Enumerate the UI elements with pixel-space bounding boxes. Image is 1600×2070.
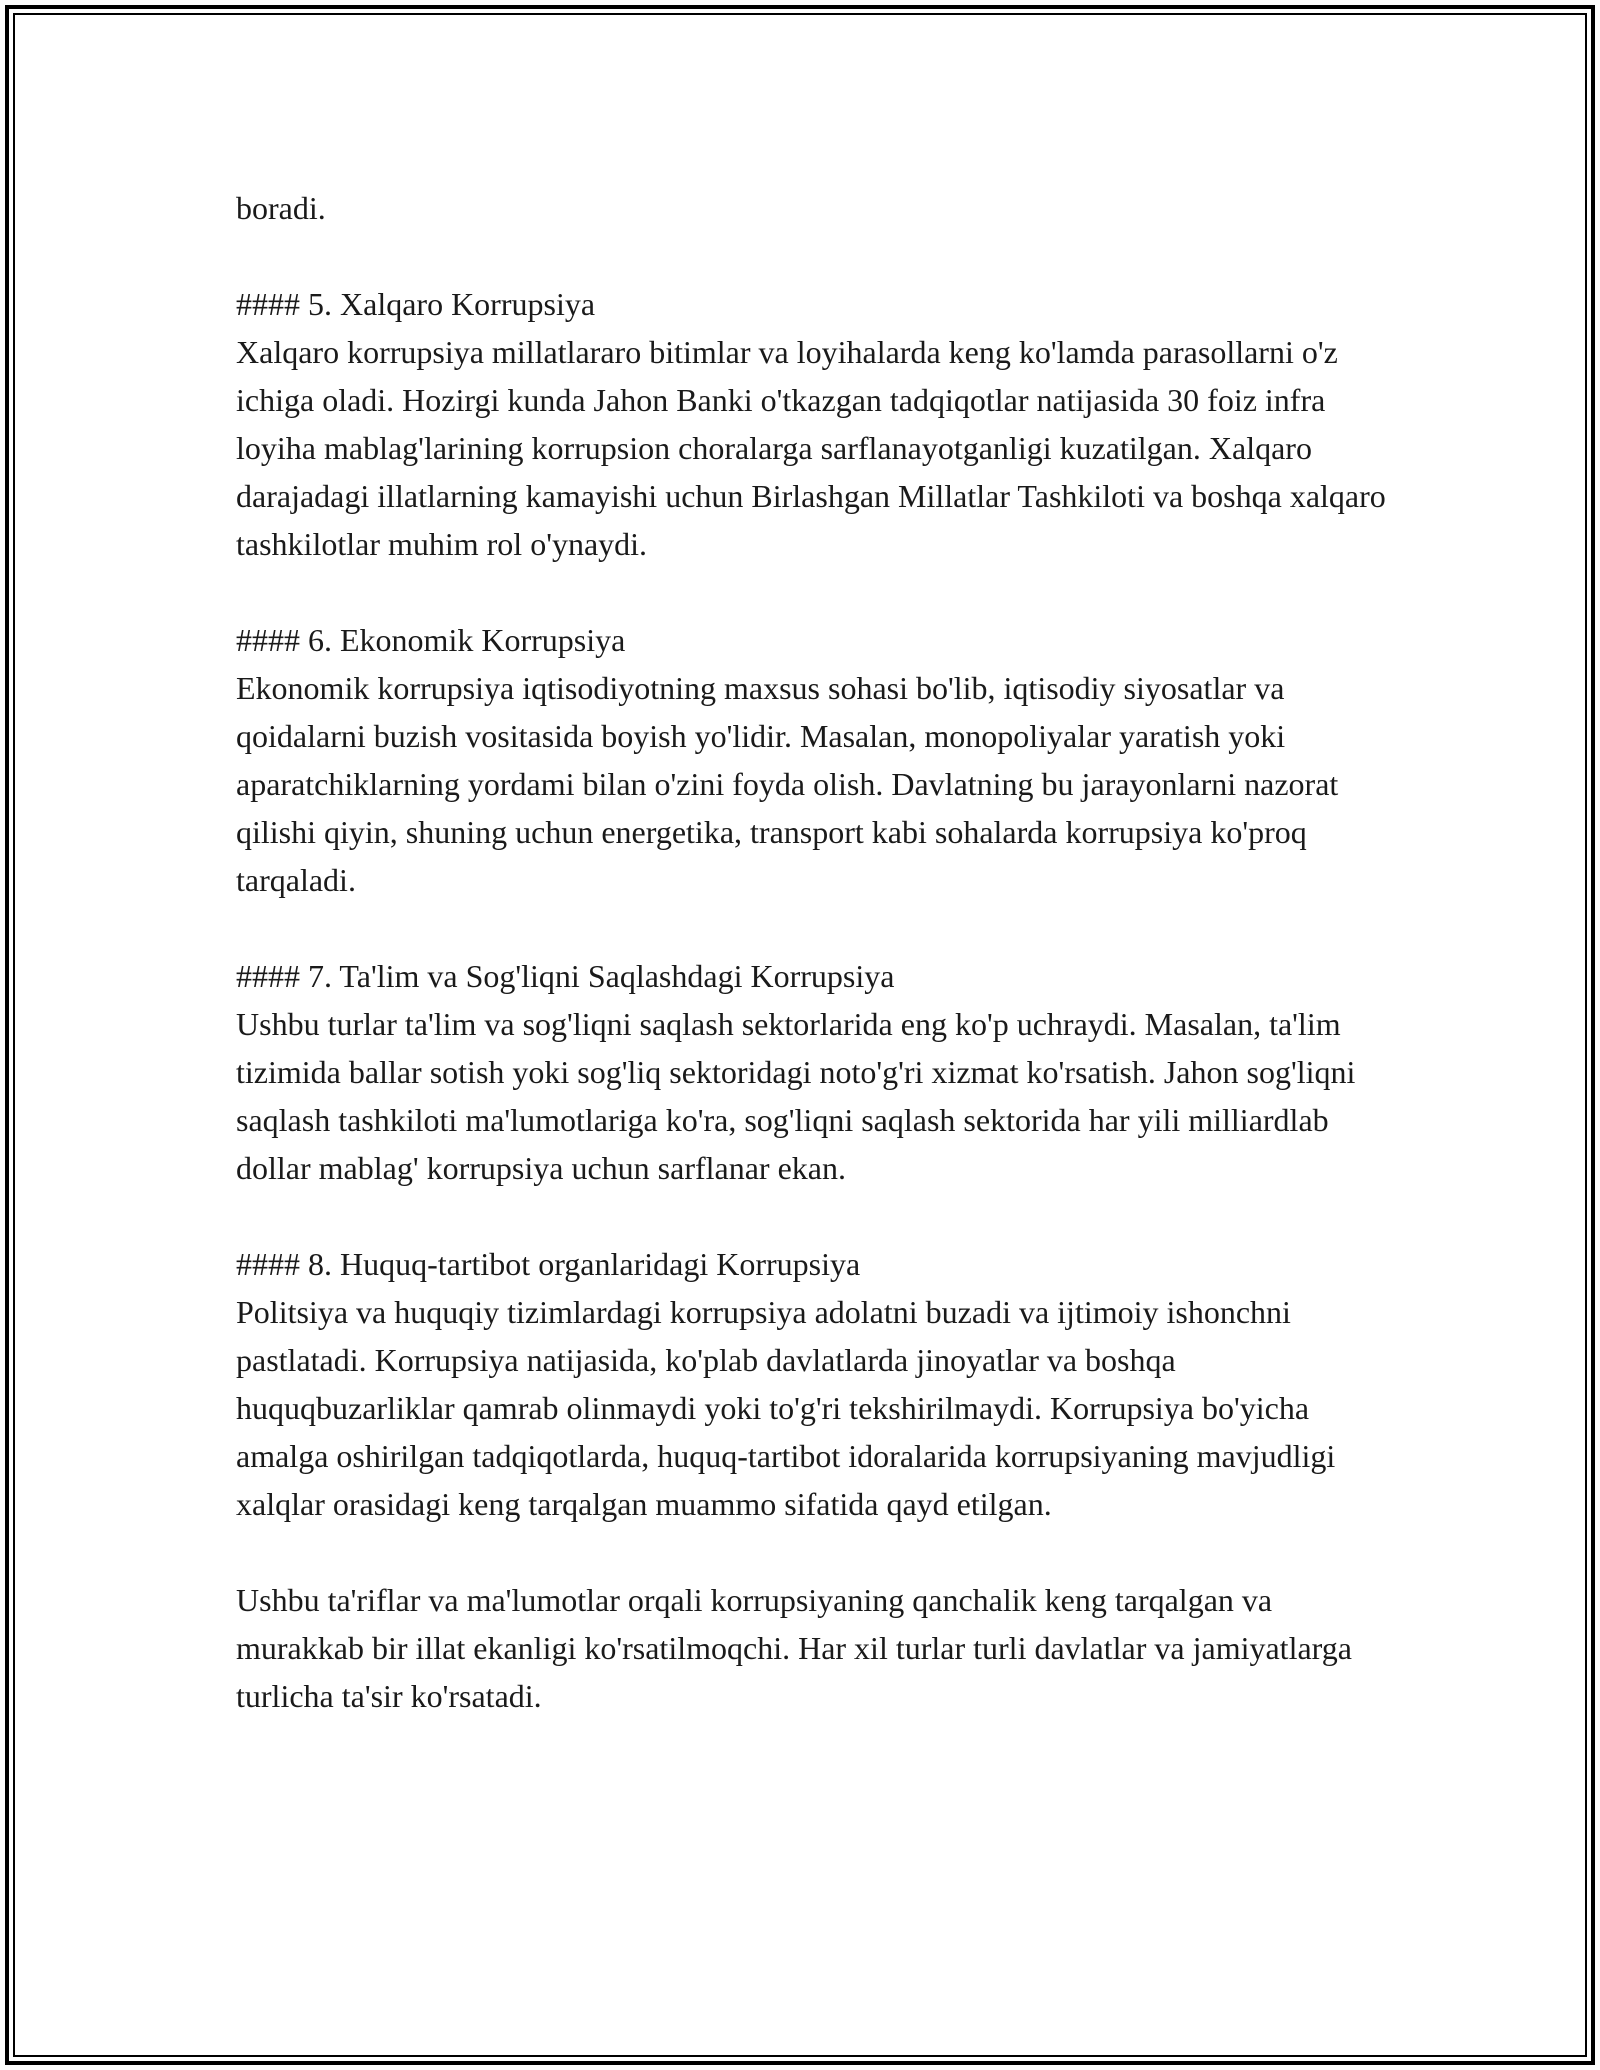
paragraph-spacer	[236, 904, 1386, 952]
paragraph-spacer	[236, 568, 1386, 616]
section-body-7: Ushbu turlar ta'lim va sog'liqni saqlash sektorlarida eng ko'p uchraydi. Masalan, ta'lim tizimida ballar sotish yoki sog'liq sektoridagi noto'g'ri xizmat ko'rsatish. Jahon sog'liqni saqlash tashkiloti ma'lumotlariga ko'ra, sog'liqni saqlash sektorida har yili milliardlab dollar mablag' korrupsiya uchun sarflanar ekan.	[236, 1006, 1356, 1186]
opening-fragment: boradi.	[236, 190, 326, 226]
section-body-6: Ekonomik korrupsiya iqtisodiyotning maxsus sohasi bo'lib, iqtisodiy siyosatlar va qoidalarni buzish vositasida boyish yo'lidir. Masalan, monopoliyalar yaratish yoki aparatchiklarning yordami bilan o'zini foyda olish. Davlatning bu jarayonlarni nazorat qilishi qiyin, shuning uchun energetika, transport kabi sohalarda korrupsiya ko'proq tarqaladi.	[236, 670, 1339, 898]
section-heading-5: #### 5. Xalqaro Korrupsiya	[236, 286, 596, 322]
document-body	[236, 184, 1386, 1720]
section-heading-8: #### 8. Huquq-tartibot organlaridagi Korrupsiya	[236, 1246, 861, 1282]
paragraph-spacer	[236, 1528, 1386, 1576]
paragraph-spacer	[236, 1192, 1386, 1240]
section-body-8: Politsiya va huquqiy tizimlardagi korrupsiya adolatni buzadi va ijtimoiy ishonchni pastlatadi. Korrupsiya natijasida, ko'plab davlatlarda jinoyatlar va boshqa huquqbuzarliklar qamrab olinmaydi yoki to'g'ri tekshirilmaydi. Korrupsiya bo'yicha amalga oshirilgan tadqiqotlarda, huquq-tartibot idoralarida korrupsiyaning mavjudligi xalqlar orasidagi keng tarqalgan muammo sifatida qayd etilgan.	[236, 1294, 1336, 1522]
paragraph-spacer	[236, 232, 1386, 280]
section-heading-6: #### 6. Ekonomik Korrupsiya	[236, 622, 626, 658]
section-heading-7: #### 7. Ta'lim va Sog'liqni Saqlashdagi Korrupsiya	[236, 958, 895, 994]
conclusion-paragraph: Ushbu ta'riflar va ma'lumotlar orqali korrupsiyaning qanchalik keng tarqalgan va murakkab bir illat ekanligi ko'rsatilmoqchi. Har xil turlar turli davlatlar va jamiyatlarga turlicha ta'sir ko'rsatadi.	[236, 1582, 1352, 1714]
section-body-5: Xalqaro korrupsiya millatlararo bitimlar va loyihalarda keng ko'lamda parasollarni o'z ichiga oladi. Hozirgi kunda Jahon Banki o'tkazgan tadqiqotlar natijasida 30 foiz infra loyiha mablag'larining korrupsion choralarga sarflanayotganligi kuzatilgan. Xalqaro darajadagi illatlarning kamayishi uchun Birlashgan Millatlar Tashkiloti va boshqa xalqaro tashkilotlar muhim rol o'ynaydi.	[236, 334, 1386, 562]
